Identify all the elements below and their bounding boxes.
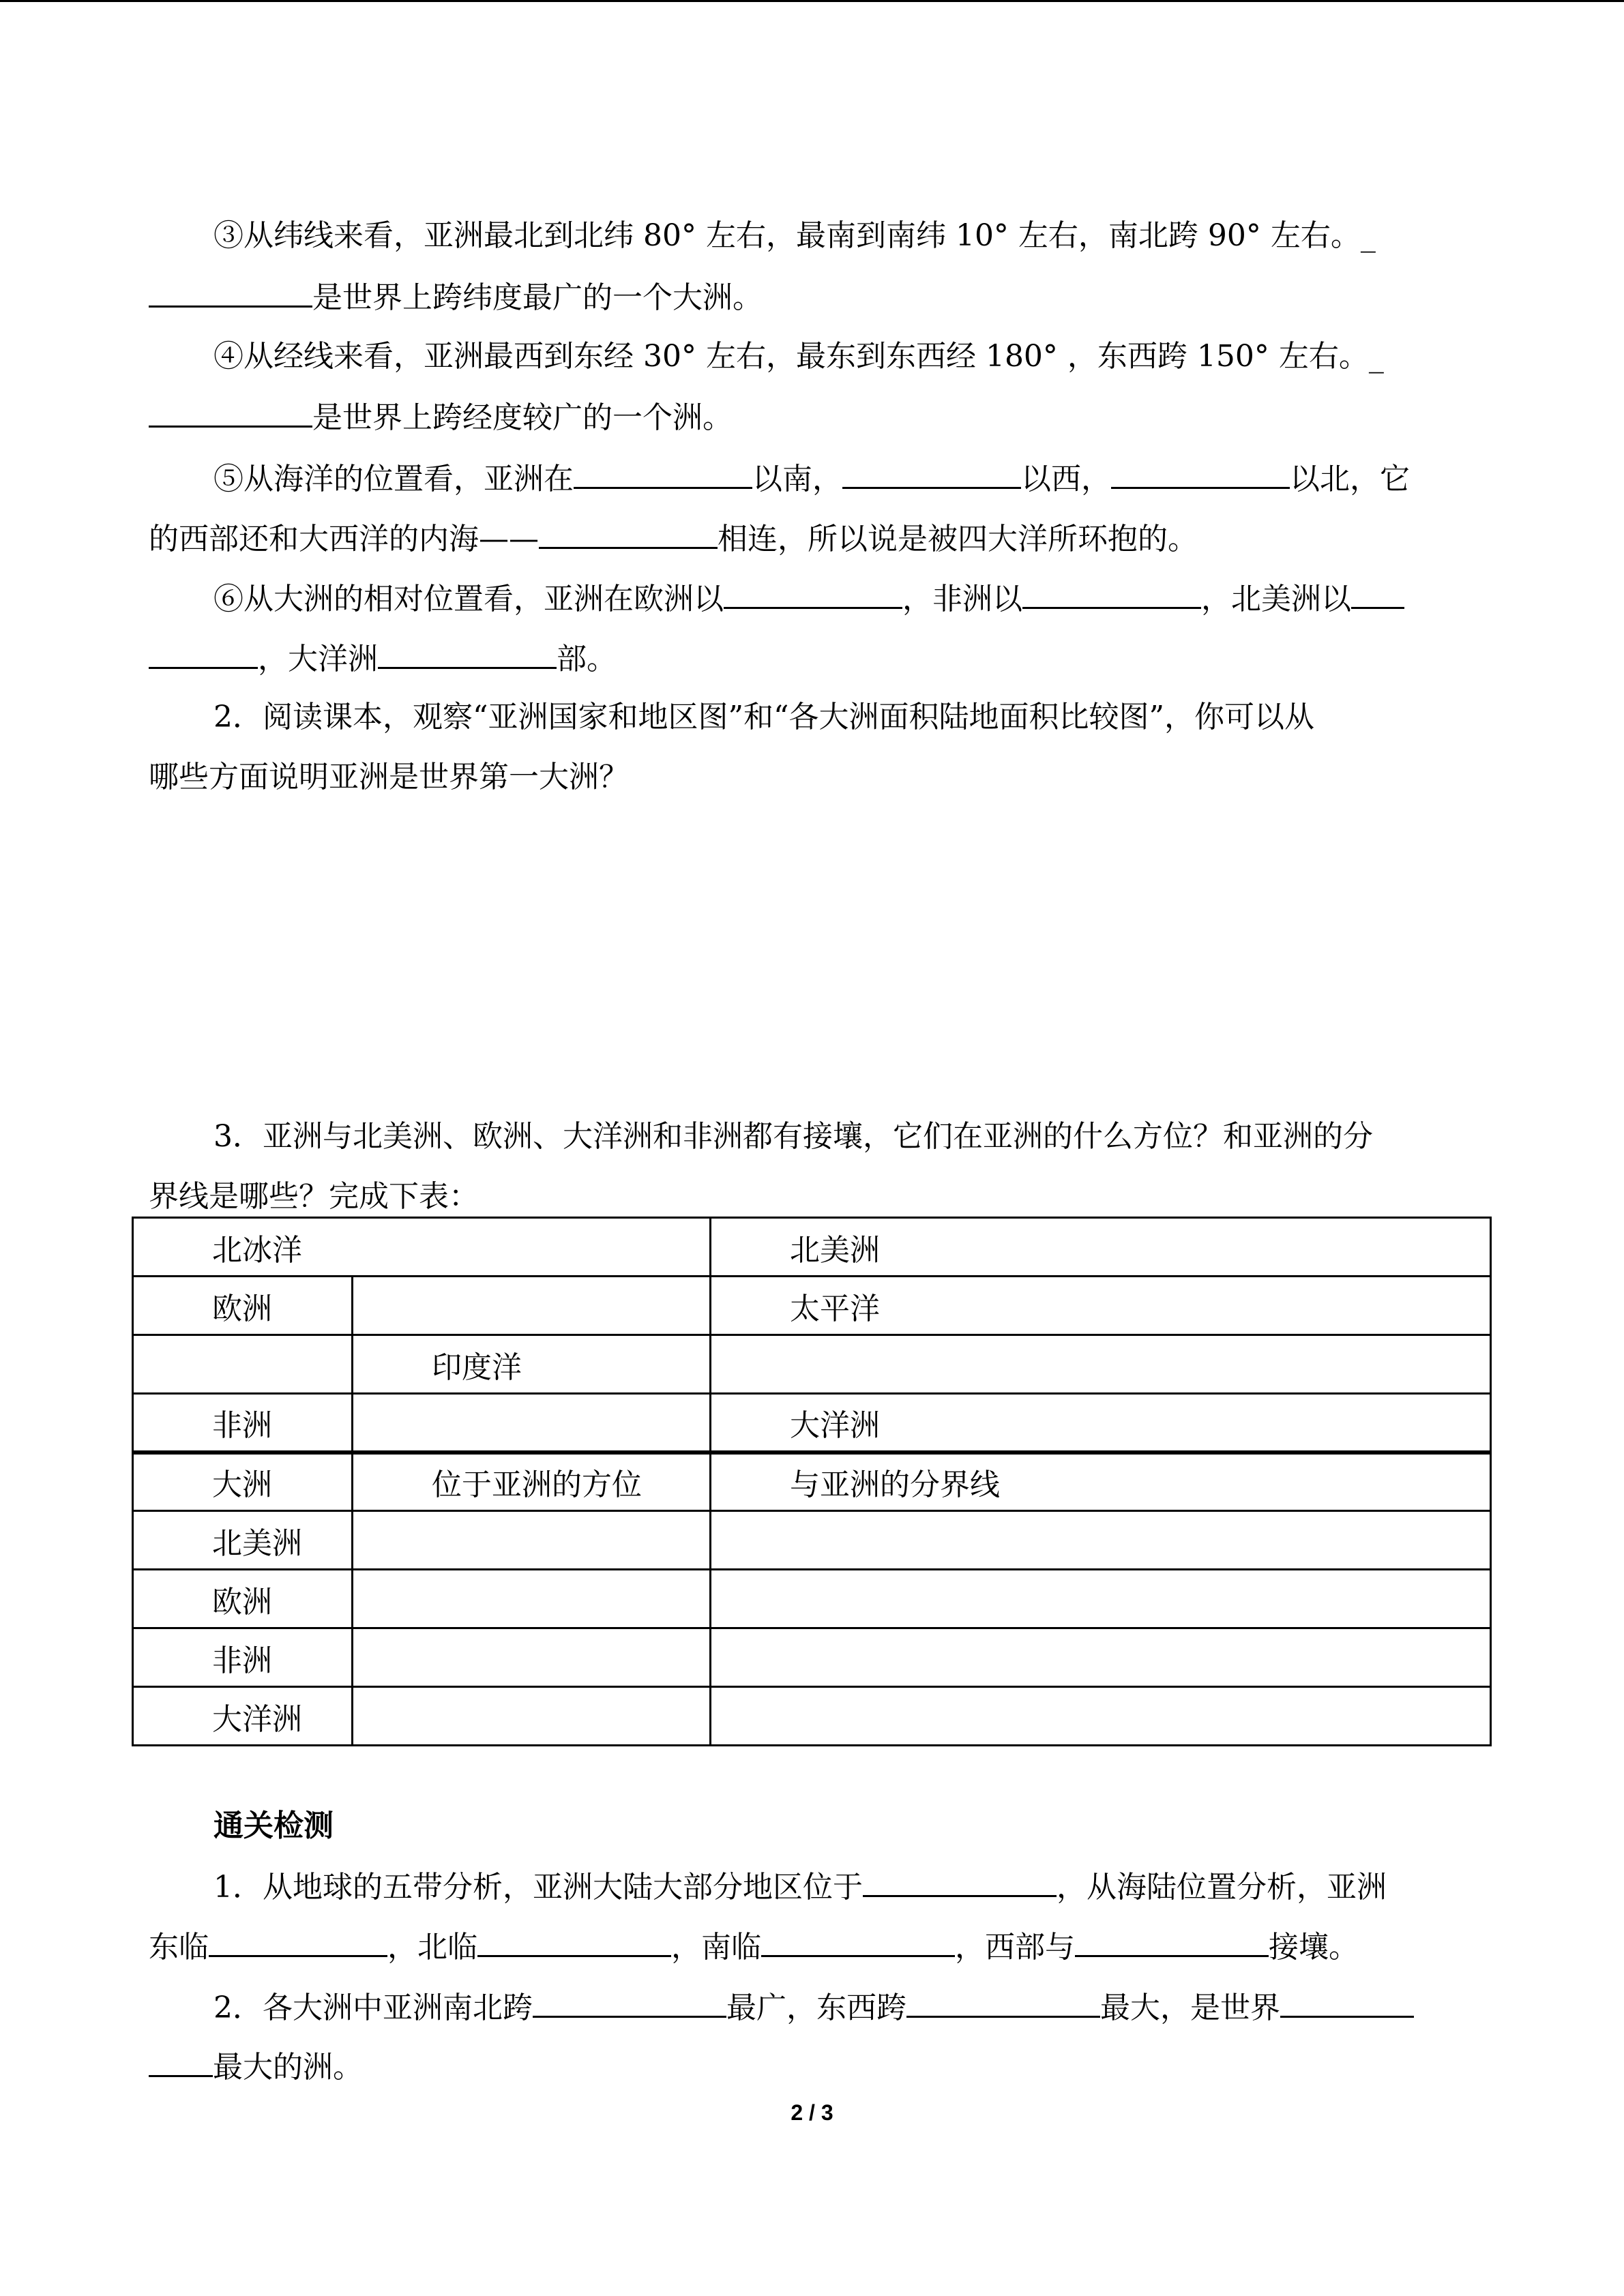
table-row bbox=[133, 1511, 1491, 1570]
answer-blank[interactable] bbox=[539, 517, 718, 549]
test-q1-part: 接壤。 bbox=[1269, 1930, 1359, 1965]
table-cell bbox=[711, 1218, 1491, 1277]
table-cell[interactable] bbox=[133, 1335, 353, 1394]
q1-4-line2 bbox=[149, 396, 1472, 438]
q1-6-part: 部。 bbox=[557, 642, 617, 676]
continent-table bbox=[132, 1217, 1492, 1746]
test-q2-part: 最大，是世界 bbox=[1100, 1991, 1280, 2025]
table-row bbox=[133, 1628, 1491, 1687]
cell-text: 欧洲 bbox=[212, 1291, 272, 1326]
table-cell[interactable] bbox=[711, 1511, 1491, 1570]
answer-blank[interactable] bbox=[1022, 577, 1201, 609]
q1-3-tail: 是世界上跨纬度最广的一个大洲。 bbox=[312, 280, 763, 315]
test-q2-line2 bbox=[149, 2045, 1472, 2088]
q1-3-line2 bbox=[149, 275, 1472, 318]
answer-blank[interactable] bbox=[863, 1865, 1057, 1897]
page-number: 2 / 3 bbox=[791, 2100, 833, 2125]
table-cell[interactable] bbox=[353, 1277, 711, 1335]
cell-text: 大洋洲 bbox=[790, 1407, 880, 1443]
table-cell[interactable] bbox=[711, 1628, 1491, 1687]
q2-line1 bbox=[213, 697, 1537, 738]
table-cell bbox=[711, 1277, 1491, 1335]
table-cell[interactable] bbox=[353, 1628, 711, 1687]
q1-5-line2 bbox=[149, 517, 1472, 560]
answer-blank[interactable] bbox=[1075, 1925, 1269, 1957]
q1-5-part: 相连，所以说是被四大洋所环抱的。 bbox=[718, 522, 1198, 556]
test-q1-part: 东临 bbox=[149, 1930, 209, 1965]
q1-6-line2 bbox=[149, 637, 1472, 680]
q1-3-line1 bbox=[213, 215, 1537, 256]
table-row bbox=[133, 1218, 1491, 1277]
answer-blank[interactable] bbox=[209, 1925, 387, 1957]
answer-blank[interactable] bbox=[378, 637, 557, 669]
table-row bbox=[133, 1394, 1491, 1452]
q1-6-part: ，大洋洲 bbox=[258, 642, 378, 676]
table-header-cell bbox=[133, 1452, 353, 1511]
table-cell[interactable] bbox=[353, 1687, 711, 1746]
cell-text: 位于亚洲的方位 bbox=[432, 1467, 642, 1503]
q3-text: 3．亚洲与北美洲、欧洲、大洋洲和非洲都有接壤，它们在亚洲的什么方位？和亚洲的分 bbox=[213, 1119, 1373, 1154]
top-border bbox=[0, 0, 1624, 2]
test-q1-part: ，北临 bbox=[387, 1930, 477, 1965]
q1-5-part: 的西部还和大西洋的内海—— bbox=[149, 522, 539, 556]
cell-text: 太平洋 bbox=[790, 1291, 880, 1326]
q3-text: 界线是哪些？完成下表： bbox=[149, 1179, 479, 1214]
answer-blank[interactable] bbox=[533, 1986, 726, 2018]
q1-5-line1 bbox=[213, 457, 1537, 500]
answer-blank[interactable] bbox=[761, 1925, 955, 1957]
q1-5-part: 以西， bbox=[1021, 462, 1111, 496]
test-q1-part: ，从海陆位置分析，亚洲 bbox=[1057, 1870, 1387, 1905]
q1-5-part: 以北，它 bbox=[1290, 462, 1410, 496]
section-heading bbox=[213, 1806, 1537, 1847]
table-cell[interactable] bbox=[353, 1394, 711, 1452]
q2-line2 bbox=[149, 757, 1472, 798]
answer-blank[interactable] bbox=[149, 275, 312, 308]
table-row bbox=[133, 1570, 1491, 1628]
q1-4-line1 bbox=[213, 336, 1537, 377]
table-cell[interactable] bbox=[711, 1335, 1491, 1394]
cell-text: 非洲 bbox=[212, 1643, 272, 1678]
test-q2-part: 最大的洲。 bbox=[213, 2050, 363, 2085]
test-q2-line1 bbox=[213, 1986, 1537, 2029]
answer-blank[interactable] bbox=[149, 637, 258, 669]
q1-5-part: 以南， bbox=[752, 462, 842, 496]
table-cell bbox=[133, 1628, 353, 1687]
answer-blank[interactable] bbox=[1351, 577, 1404, 609]
table-cell bbox=[133, 1687, 353, 1746]
cell-text: 非洲 bbox=[212, 1407, 272, 1443]
test-q1-part: ，西部与 bbox=[955, 1930, 1075, 1965]
cell-text: 欧洲 bbox=[212, 1584, 272, 1620]
table-cell bbox=[353, 1335, 711, 1394]
table-cell[interactable] bbox=[353, 1570, 711, 1628]
q3-line2 bbox=[149, 1176, 1472, 1217]
q3-line1 bbox=[213, 1116, 1537, 1157]
answer-blank[interactable] bbox=[149, 2045, 213, 2077]
cell-text: 与亚洲的分界线 bbox=[790, 1467, 1000, 1503]
table-cell bbox=[133, 1394, 353, 1452]
table-cell bbox=[711, 1394, 1491, 1452]
table-row bbox=[133, 1687, 1491, 1746]
q2-text: 2．阅读课本，观察“亚洲国家和地区图”和“各大洲面积陆地面积比较图”，你可以从 bbox=[213, 700, 1314, 734]
test-q1-line1 bbox=[213, 1865, 1537, 1908]
table-header-cell bbox=[353, 1452, 711, 1511]
table-row bbox=[133, 1277, 1491, 1335]
test-q1-line2 bbox=[149, 1925, 1472, 1968]
test-q1-part: 1．从地球的五带分析，亚洲大陆大部分地区位于 bbox=[213, 1870, 863, 1905]
q1-6-part: ，北美洲以 bbox=[1201, 582, 1351, 616]
answer-blank[interactable] bbox=[149, 396, 312, 428]
q1-3-text: ③从纬线来看，亚洲最北到北纬 80° 左右，最南到南纬 10° 左右，南北跨 90° 左右。_ bbox=[213, 218, 1376, 253]
test-q2-part: 2．各大洲中亚洲南北跨 bbox=[213, 1991, 533, 2025]
q1-6-part: ，非洲以 bbox=[902, 582, 1022, 616]
table-cell[interactable] bbox=[353, 1511, 711, 1570]
answer-blank[interactable] bbox=[477, 1925, 671, 1957]
table-row bbox=[133, 1335, 1491, 1394]
answer-blank[interactable] bbox=[574, 457, 752, 489]
test-q1-part: ，南临 bbox=[671, 1930, 761, 1965]
q1-5-part: ⑤从海洋的位置看，亚洲在 bbox=[213, 462, 574, 496]
table-cell[interactable] bbox=[711, 1570, 1491, 1628]
table-header-row bbox=[133, 1452, 1491, 1511]
q1-4-tail: 是世界上跨经度较广的一个洲。 bbox=[312, 400, 733, 435]
table-cell bbox=[133, 1570, 353, 1628]
cell-text: 北美洲 bbox=[212, 1525, 302, 1561]
test-q2-part: 最广，东西跨 bbox=[726, 1991, 906, 2025]
q1-6-line1 bbox=[213, 577, 1537, 620]
q1-6-part: ⑥从大洲的相对位置看，亚洲在欧洲以 bbox=[213, 582, 724, 616]
cell-text: 大洲 bbox=[212, 1467, 272, 1503]
heading-text: 通关检测 bbox=[213, 1808, 334, 1843]
answer-blank[interactable] bbox=[1111, 457, 1290, 489]
cell-text: 大洋洲 bbox=[212, 1701, 302, 1737]
table-cell bbox=[133, 1511, 353, 1570]
q2-text: 哪些方面说明亚洲是世界第一大洲？ bbox=[149, 760, 629, 794]
table-cell bbox=[133, 1218, 711, 1277]
cell-text: 北美洲 bbox=[790, 1232, 880, 1268]
q1-4-text: ④从经线来看，亚洲最西到东经 30° 左右，最东到东西经 180° ，东西跨 150° 左右。_ bbox=[213, 339, 1384, 374]
table-cell bbox=[133, 1277, 353, 1335]
answer-blank[interactable] bbox=[724, 577, 902, 609]
answer-blank[interactable] bbox=[842, 457, 1021, 489]
cell-text: 北冰洋 bbox=[212, 1232, 302, 1268]
table-cell[interactable] bbox=[711, 1687, 1491, 1746]
table-header-cell bbox=[711, 1452, 1491, 1511]
answer-blank[interactable] bbox=[906, 1986, 1100, 2018]
answer-blank[interactable] bbox=[1280, 1986, 1414, 2018]
cell-text: 印度洋 bbox=[432, 1350, 522, 1385]
